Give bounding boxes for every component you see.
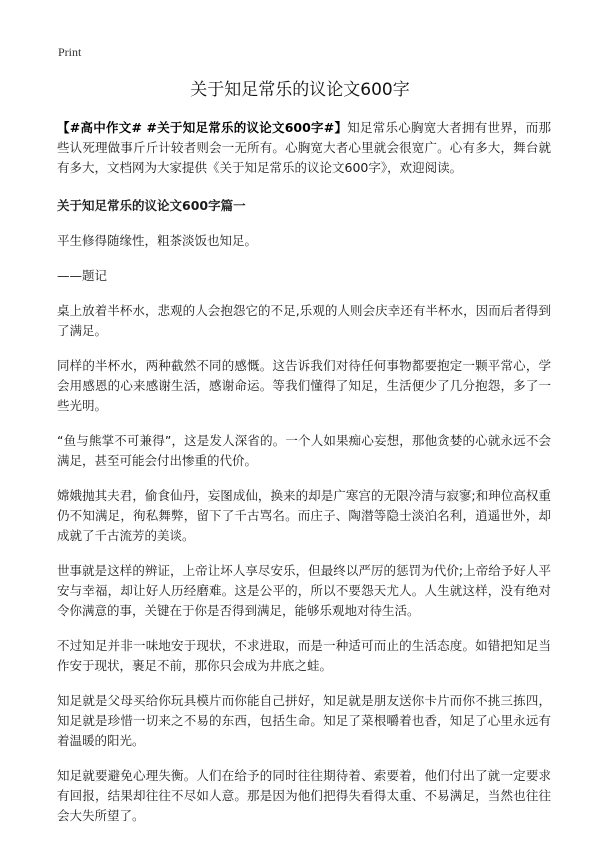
- paragraph-4: 同样的半杯水，两种截然不同的感慨。这告诉我们对待任何事物都要抱定一颗平常心，学会用感恩的心来感谢生活，感谢命运。等我们懂得了知足，生活便少了几分抱怨，多了一些光明。: [57, 358, 551, 413]
- intro-text: 知足常乐心胸宽大者拥有世界，而那些认死理做事斤斤计较者则会一无所有。心胸宽大者心里就会很宽广。心有多大，舞台就有多大，文档网为大家提供《关于知足常乐的议论文600字》，欢迎阅读。: [57, 120, 551, 175]
- intro-paragraph: [57, 118, 551, 178]
- article-body: [57, 118, 551, 841]
- paragraph-9: 知足就是父母买给你玩具模片而你能自己拼好，知足就是朋友送你卡片而你不挑三拣四，知足就是珍惜一切来之不易的东西，包括生命。知足了菜根嚼着也香，知足了心里永远有着温暖的阳光。: [57, 693, 551, 748]
- paragraph-5: “鱼与熊掌不可兼得”，这是发人深省的。一个人如果痴心妄想，那他贪婪的心就永远不会满足，甚至可能会付出惨重的代价。: [57, 433, 551, 468]
- print-link[interactable]: Print: [58, 45, 82, 59]
- paragraph-7: 世事就是这样的辨证，上帝让坏人享尽安乐，但最终以严厉的惩罚为代价;上帝给予好人平安与幸福，却让好人历经磨难。这是公平的，所以不要怨天尤人。人生就这样，没有绝对令你满意的事，关键在于你是否得到满足，能够乐观地对待生活。: [57, 563, 551, 618]
- paragraph-6: 嫦娥抛其夫君，偷食仙丹，妄图成仙，换来的却是广寒宫的无限冷清与寂寥;和珅位高权重仍不知满足，徇私舞弊，留下了千古骂名。而庄子、陶潜等隐士淡泊名利，逍遥世外，却成就了千古流芳的美谈。: [57, 488, 551, 543]
- paragraph-10: 知足就要避免心理失衡。人们在给予的同时往往期待着、索要着，他们付出了就一定要求有回报，结果却往往不尽如人意。那是因为他们把得失看得太重、不易满足，当然也往往会大失所望了。: [57, 768, 551, 823]
- section-heading: 关于知足常乐的议论文600字篇一: [57, 198, 246, 213]
- paragraph-3: 桌上放着半杯水，悲观的人会抱怨它的不足,乐观的人则会庆幸还有半杯水，因而后者得到了满足。: [57, 303, 551, 338]
- paragraph-2: ——题记: [57, 268, 108, 283]
- tag-links[interactable]: 【#高中作文# #关于知足常乐的议论文600字#】: [57, 120, 348, 135]
- page-title: 关于知足常乐的议论文600字: [190, 80, 410, 100]
- paragraph-8: 不过知足并非一味地安于现状，不求进取，而是一种适可而止的生活态度。如错把知足当作安于现状，裹足不前，那你只会成为井底之蛙。: [57, 638, 551, 673]
- paragraph-1: 平生修得随缘性，粗茶淡饭也知足。: [57, 233, 258, 248]
